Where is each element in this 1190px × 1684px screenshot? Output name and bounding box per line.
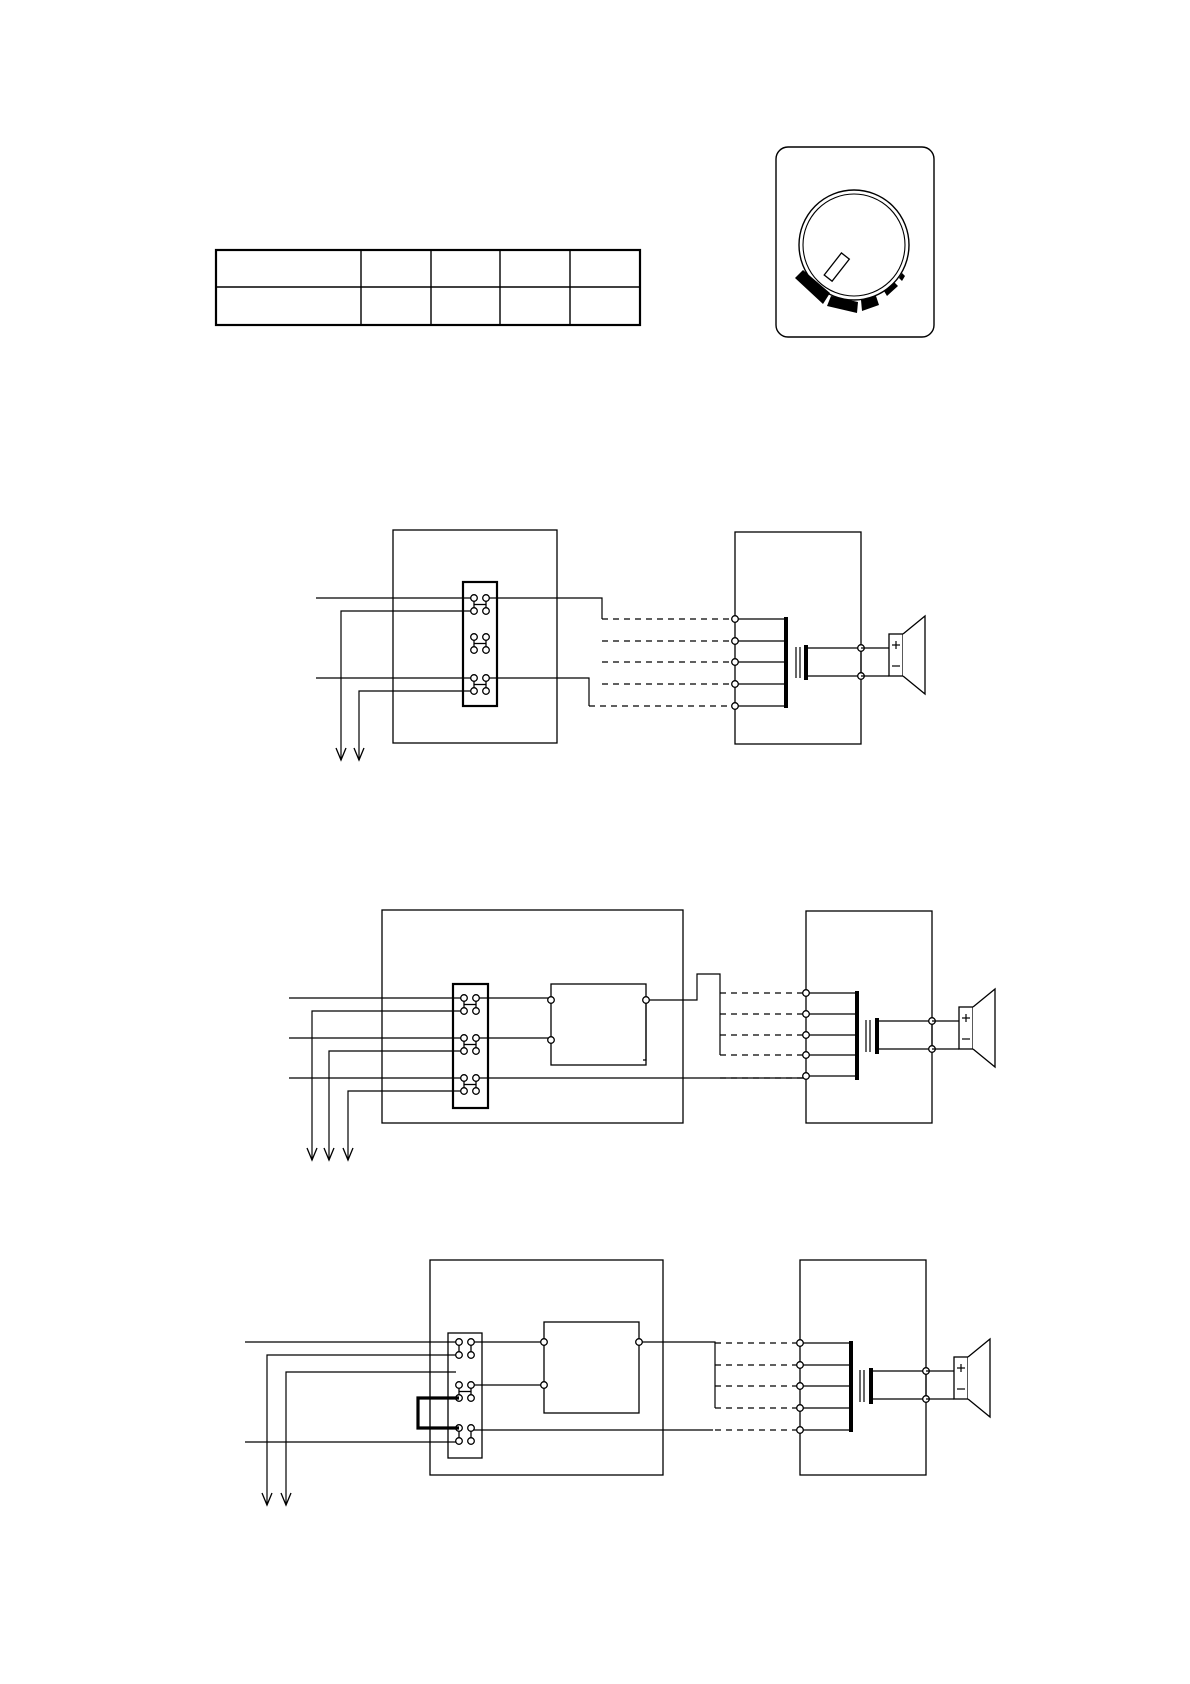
volume-knob-panel bbox=[776, 147, 934, 337]
amplifier-block bbox=[544, 1322, 639, 1413]
wiring-diagram-c bbox=[245, 1260, 990, 1505]
terminal-pair bbox=[461, 995, 480, 1015]
speaker-unit-box bbox=[735, 532, 861, 744]
terminal-strip bbox=[453, 984, 488, 1108]
terminal-pair bbox=[461, 1075, 480, 1095]
terminal-pair bbox=[471, 595, 490, 615]
speaker-icon bbox=[959, 989, 995, 1067]
jumper-wire bbox=[418, 1398, 459, 1428]
speaker-unit-box bbox=[806, 911, 932, 1123]
transformer-icon bbox=[784, 617, 808, 708]
terminal-strip bbox=[448, 1333, 482, 1458]
wiring-diagram-a bbox=[316, 530, 925, 760]
amplifier-block bbox=[551, 984, 646, 1065]
control-unit-box bbox=[430, 1260, 663, 1475]
specification-table bbox=[216, 250, 640, 325]
transformer-icon bbox=[855, 991, 879, 1080]
wiring-diagram-b bbox=[289, 910, 995, 1160]
terminal-pair bbox=[456, 1339, 475, 1359]
transformer-icon bbox=[849, 1341, 873, 1432]
speaker-icon bbox=[889, 616, 925, 694]
terminal-pair bbox=[461, 1035, 480, 1055]
terminal-pair bbox=[471, 634, 490, 654]
speaker-unit-box bbox=[800, 1260, 926, 1475]
speaker-icon bbox=[954, 1339, 990, 1417]
terminal-pair bbox=[471, 675, 490, 695]
